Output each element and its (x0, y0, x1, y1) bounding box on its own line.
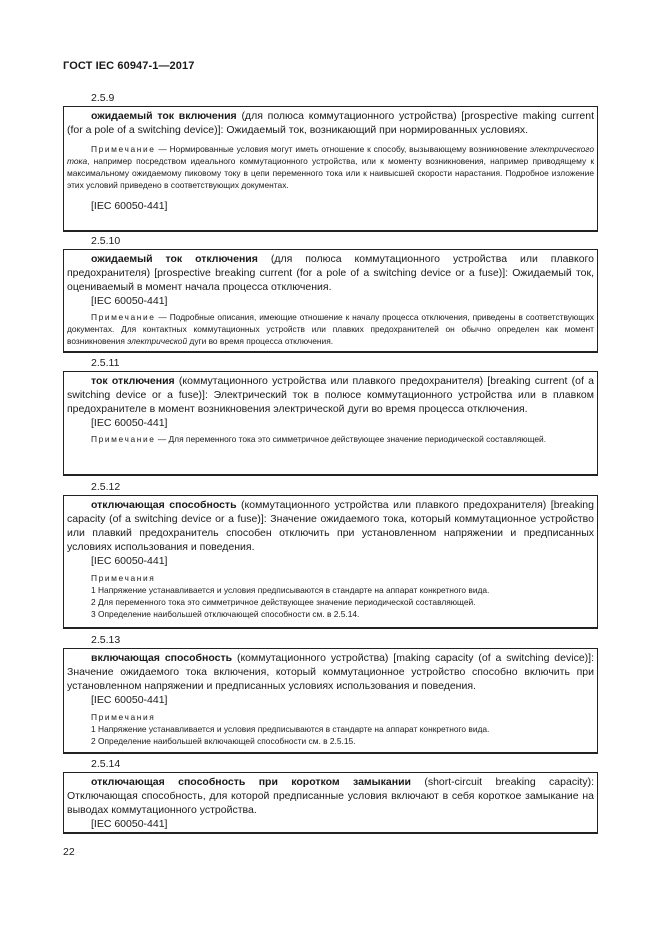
standard-header: ГОСТ IEC 60947-1—2017 (63, 60, 195, 72)
definition-text: ожидаемый ток отключения (для полюса коммутационного устройства или плавкого предохранителя) [prospective breaking current (for a pole of a switching device or a fuse)]: Ожидаемый ток, оцениваемый в момент начала процесса отключения. (67, 253, 594, 293)
term: отключающая способность (91, 499, 237, 511)
definition-box (63, 106, 598, 232)
definition-text: отключающая способность при коротком замыкании (short-circuit breaking capacity): Отключающая способность, для которой предписанные условия включают в себя короткое замыкание на выводах коммутационного устройства. (67, 776, 594, 816)
reference: [IEC 60050-441] (91, 417, 168, 429)
note: Примечание — Нормированные условия могут иметь отношение к способу, вызывающему возникновение электрического тока, например посредством идеального коммутационного устройства, или к моменту возникновения, например приводящему к максимальному ожидаемому пиковому току в цепи переменного тока или к наивысшей скорости нарастания. Подробное изложение этих условий приведено в соответствующих документах. (67, 144, 594, 190)
definition-box (63, 772, 598, 834)
notes-title: Примечания (91, 573, 156, 583)
note-item: 1 Напряжение устанавливается и условия предписываются в стандарте на аппарат конкретного вида. (91, 724, 490, 734)
note-item: 2 Определение наибольшей включающей способности см. в 2.5.15. (91, 736, 356, 746)
reference: [IEC 60050-441] (91, 200, 168, 212)
term: ток отключения (91, 375, 175, 387)
term: включающая способность (91, 652, 233, 664)
section-number: 2.5.11 (91, 357, 120, 369)
notes-title: Примечания (91, 712, 156, 722)
reference: [IEC 60050-441] (91, 295, 168, 307)
note-label: Примечание (91, 312, 156, 322)
note-label: Примечание (91, 144, 156, 154)
note: Примечание — Подробные описания, имеющие отношение к началу процесса отключения, приведены в соответствующих документах. Для контактных коммутационных устройств или плавких предохранителей он обычно определен как момент возникновения электрической дуги во время процесса отключения. (67, 312, 594, 346)
note-item: 3 Определение наибольшей отключающей способности см. в 2.5.14. (91, 609, 360, 619)
definition-text: отключающая способность (коммутационного устройства или плавкого предохранителя) [breaking capacity (of a switching device or a fuse)]: Значение ожидаемого тока, который коммутационное устройство или плавкий предохранитель способен отключить при установленном напряжении и предписанных условиях использования и поведения. (67, 499, 594, 553)
section-number: 2.5.10 (91, 235, 121, 247)
section-number: 2.5.13 (91, 634, 121, 646)
page-number: 22 (63, 846, 75, 858)
section-number: 2.5.14 (91, 758, 121, 770)
definition-box (63, 249, 598, 353)
definition-box (63, 371, 598, 476)
term: ожидаемый ток отключения (91, 253, 258, 265)
definition-text: ток отключения (коммутационного устройства или плавкого предохранителя) [breaking current (of a switching device or a fuse)]: Электрический ток в полюсе коммутационного устройства или в плавком предохранителе в момент возникновения электрической дуги во время процесса отключения. (67, 375, 594, 415)
note-label: Примечание (91, 434, 156, 444)
term: отключающая способность при коротком замыкании (91, 776, 411, 788)
term: ожидаемый ток включения (91, 110, 237, 122)
reference: [IEC 60050-441] (91, 555, 168, 567)
definition-text: включающая способность (коммутационного устройства) [making capacity (of a switching device)]: Значение ожидаемого тока включения, который коммутационное устройство способно включить при установленном напряжении и предписанных условиях использования и поведения. (67, 652, 594, 692)
reference: [IEC 60050-441] (91, 694, 168, 706)
definition-box (63, 495, 598, 629)
definition-text: ожидаемый ток включения (для полюса коммутационного устройства) [prospective making current (for a pole of a switching device)]: Ожидаемый ток, возникающий при нормированных условиях. (67, 110, 594, 136)
section-number: 2.5.12 (91, 481, 121, 493)
note-item: 2 Для переменного тока это симметричное действующее значение периодической составляющей. (91, 597, 476, 607)
definition-box (63, 648, 598, 754)
reference: [IEC 60050-441] (91, 818, 168, 830)
section-number: 2.5.9 (91, 92, 115, 104)
note-item: 1 Напряжение устанавливается и условия предписываются в стандарте на аппарат конкретного вида. (91, 585, 490, 595)
note: Примечание — Для переменного тока это симметричное действующее значение периодической составляющей. (91, 434, 547, 444)
